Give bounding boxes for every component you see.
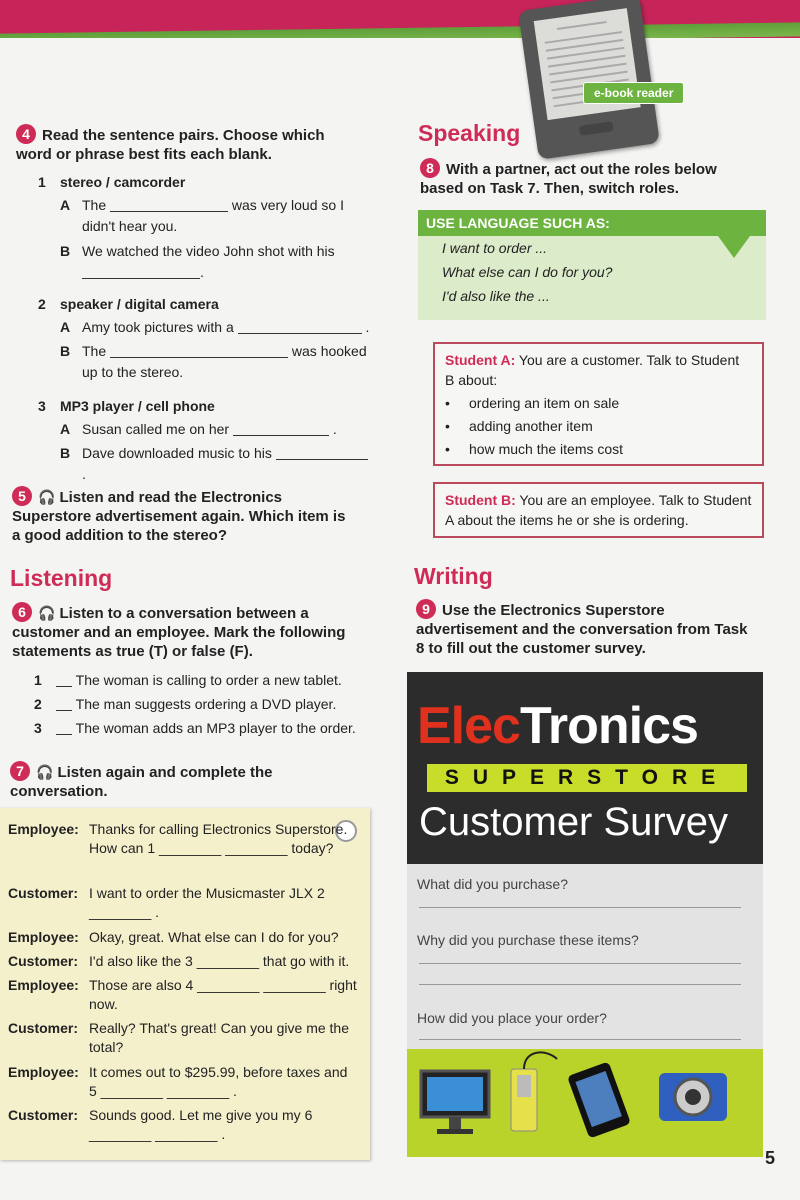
conversation-line-1: Employee: Thanks for calling Electronics Superstore. How can 1 ________ ________ today? [8, 821, 348, 856]
task4-item-3a: A Susan called me on her . [60, 421, 337, 437]
task-number-badge: 8 [420, 158, 440, 178]
student-a-label: Student A: [445, 352, 516, 368]
conversation-line-3: Employee: Okay, great. What else can I do for you? [8, 929, 339, 945]
answer-line[interactable] [419, 907, 741, 908]
answer-line[interactable] [419, 984, 741, 985]
products-illustration [407, 1049, 763, 1157]
conversation-line-8: Customer: Sounds good. Let me give you my 6 ________ ________ . [8, 1107, 313, 1142]
phrase-2: What else can I do for you? [442, 264, 613, 280]
conversation-line-5: Employee: Those are also 4 ________ ________ right now. [8, 977, 357, 1012]
survey-question-2: Why did you purchase these items? [417, 932, 639, 948]
task9-instruction: 9 Use the Electronics Superstore advertisement and the conversation from Task 8 to fill out the customer survey. [416, 601, 748, 657]
superstore-banner: SUPERSTORE [427, 764, 747, 792]
survey-title: Customer Survey [419, 800, 728, 844]
answer-line[interactable] [419, 963, 741, 964]
student-b-label: Student B: [445, 492, 516, 508]
phone-icon [567, 1061, 631, 1138]
task6-instruction: 6 🎧 Listen to a conversation between a customer and an employee. Mark the following statements as true (T) or false (F). [12, 604, 346, 660]
camera-icon [659, 1073, 727, 1121]
survey-form [407, 864, 763, 1049]
task-number-badge: 5 [12, 486, 32, 506]
conversation-line-7: Employee: It comes out to $295.99, before taxes and 5 ________ ________ . [8, 1064, 348, 1099]
speaking-heading: Speaking [418, 120, 521, 146]
writing-heading: Writing [414, 563, 493, 589]
page-number: 5 [765, 1148, 776, 1168]
task4-item-1-label: 1 stereo / camcorder [38, 174, 186, 190]
ereader-button [579, 121, 614, 136]
conversation-line-4: Customer: I'd also like the 3 ________ that go with it. [8, 953, 350, 969]
customer-survey [407, 672, 763, 1157]
conversation-line-2: Customer: I want to order the Musicmaster JLX 2 ________ . [8, 885, 325, 920]
conversation-card [0, 808, 370, 1160]
language-box-header: USE LANGUAGE SUCH AS: [418, 210, 766, 236]
task4-item-2b: B The was hooked up to the stereo. [60, 343, 367, 380]
student-a-text: You are a customer. Talk to Student B about: [445, 352, 740, 388]
task4-instruction: 4 Read the sentence pairs. Choose which word or phrase best fits each blank. [16, 126, 325, 163]
ereader-caption: e-book reader [583, 82, 684, 104]
phrase-3: I'd also like the ... [442, 288, 550, 304]
student-a-point: • adding another item [445, 415, 752, 438]
headphones-icon: 🎧 [36, 764, 54, 780]
task4-item-1a: A The was very loud so I didn't hear you. [60, 197, 344, 234]
task4-item-2a: A Amy took pictures with a . [60, 319, 370, 335]
conversation-line-6: Customer: Really? That's great! Can you give me the total? [8, 1020, 349, 1055]
student-b-text: You are an employee. Talk to Student A about the items he or she is ordering. [445, 492, 752, 528]
statement-2: 2 The man suggests ordering a DVD player. [34, 696, 337, 712]
products-strip [407, 1049, 763, 1157]
task-number-badge: 6 [12, 602, 32, 622]
student-a-point: • ordering an item on sale [445, 392, 752, 415]
task4-item-2-label: 2 speaker / digital camera [38, 296, 219, 312]
language-box [418, 210, 766, 320]
headphones-icon: 🎧 [38, 605, 56, 621]
task-number-badge: 4 [16, 124, 36, 144]
listening-heading: Listening [10, 565, 113, 591]
student-b-box [433, 482, 764, 538]
phrase-1: I want to order ... [442, 240, 548, 256]
student-a-box [433, 342, 764, 466]
speech-pointer [718, 236, 750, 258]
task-number-badge: 9 [416, 599, 436, 619]
task8-instruction: 8 With a partner, act out the roles below based on Task 7. Then, switch roles. [420, 160, 717, 197]
statement-1: 1 The woman is calling to order a new tablet. [34, 672, 342, 688]
task5-instruction: 5 🎧 Listen and read the Electronics Superstore advertisement again. Which item is a good addition to the stereo? [12, 488, 346, 544]
student-a-points [445, 392, 752, 461]
ereader-image [518, 0, 660, 160]
task7-instruction: 7 🎧 Listen again and complete the conversation. [10, 763, 273, 800]
electronics-logo: ElecTronics [417, 697, 698, 755]
task4-item-1b: B We watched the video John shot with his . [60, 243, 335, 280]
headphones-icon: 🎧 [38, 489, 56, 505]
monitor-icon [421, 1071, 489, 1134]
task4-item-3b: B Dave downloaded music to his . [60, 443, 370, 485]
task4-item-3-label: 3 MP3 player / cell phone [38, 398, 215, 414]
task-number-badge: 7 [10, 761, 30, 781]
mp3-player-icon [511, 1052, 557, 1131]
student-a-point: • how much the items cost [445, 438, 752, 461]
survey-question-3: How did you place your order? [417, 1010, 607, 1026]
statement-3: 3 The woman adds an MP3 player to the order. [34, 720, 356, 736]
survey-question-1: What did you purchase? [417, 876, 568, 892]
answer-line[interactable] [419, 1039, 741, 1040]
